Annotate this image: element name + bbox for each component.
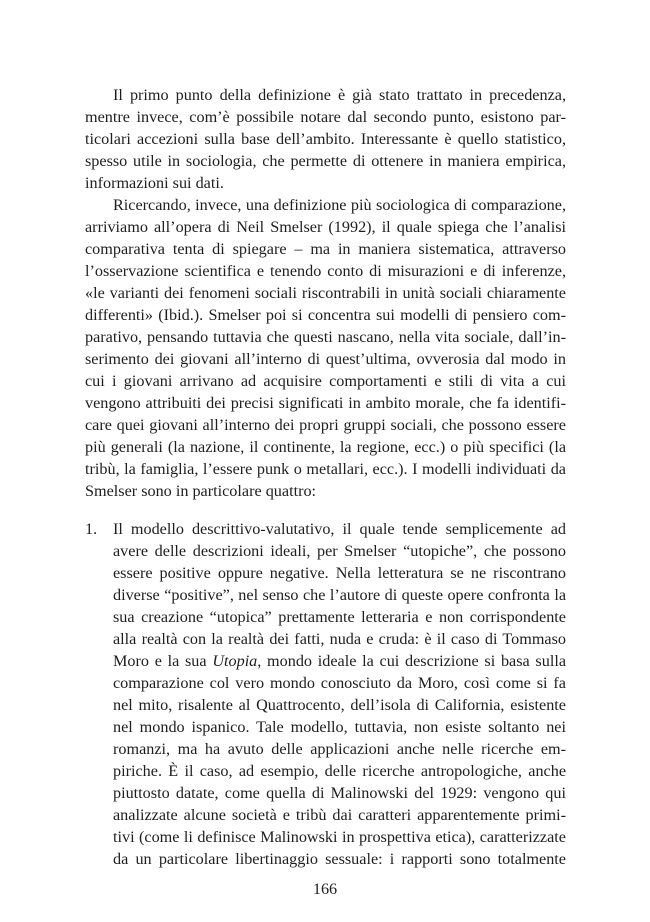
text-line: diverse “positive”, nel senso che l’autore di queste opere confronta la xyxy=(113,586,566,604)
text-line: essere positive oppure negative. Nella letteratura se ne riscontrano xyxy=(113,564,566,582)
text-line: alla realtà con la realtà dei fatti, nuda e cruda: è il caso di Tommaso xyxy=(113,630,566,648)
text-line: tribù, la famiglia, l’essere punk o metallari, ecc.). I modelli individuati da xyxy=(85,460,566,478)
text-segment: Moro e la sua xyxy=(113,652,213,670)
text-line: comparazione col vero mondo conosciuto da Moro, così come si fa xyxy=(113,674,566,692)
text-line: analizzate alcune società e tribù dai caratteri apparentemente primi- xyxy=(113,806,566,824)
text-line: serimento dei giovani all’interno di quest’ultima, ovverosia dal modo in xyxy=(85,350,566,368)
text-line: più generali (la nazione, il continente, la regione, ecc.) o più specifici (la xyxy=(85,438,566,456)
text-line: nel mito, risalente al Quattrocento, dell’isola di California, esistente xyxy=(113,696,566,714)
text-line: informazioni sui dati. xyxy=(85,174,224,192)
text-line: tivi (come li definisce Malinowski in prospettiva etica), caratterizzate xyxy=(113,828,566,846)
text-line xyxy=(113,650,566,672)
text-line: differenti» (Ibid.). Smelser poi si concentra sui modelli di pensiero com- xyxy=(85,306,566,324)
text-line: sua creazione “utopica” prettamente letteraria e non corrispondente xyxy=(113,608,566,626)
text-line: «le varianti dei fenomeni sociali riscontrabili in unità sociali chiaramente xyxy=(85,284,566,302)
text-line: comparativa tenta di spiegare – ma in maniera sistematica, attraverso xyxy=(85,240,566,258)
text-line: ticolari accezioni sulla base dell’ambito. Interessante è quello statistico, xyxy=(85,130,566,148)
text-line: piriche. È il caso, ad esempio, delle ricerche antropologiche, anche xyxy=(113,762,566,780)
text-line: l’osservazione scientifica e tenendo conto di misurazioni e di inferenze, xyxy=(85,262,566,280)
text-line: spesso utile in sociologia, che permette di ottenere in maniera empirica, xyxy=(85,152,566,170)
text-line: nel mondo ispanico. Tale modello, tuttavia, non esiste soltanto nei xyxy=(113,718,566,736)
text-line: parativo, pensando tuttavia che questi nascano, nella vita sociale, dall’in- xyxy=(85,328,566,346)
text-segment: , mondo ideale la cui descrizione si basa sulla xyxy=(257,652,567,670)
text-line: Smelser sono in particolare quattro: xyxy=(85,482,317,500)
list-number: 1. xyxy=(85,520,98,538)
text-line: mentre invece, com’è possibile notare dal secondo punto, esistono par- xyxy=(85,108,566,126)
text-line: romanzi, ma ha avuto delle applicazioni anche nelle ricerche em- xyxy=(113,740,566,758)
text-line: vengono attribuiti dei precisi significati in ambito morale, che fa identifi- xyxy=(85,394,566,412)
book-title: Utopia xyxy=(212,652,258,670)
text-line: Il modello descrittivo-valutativo, il quale tende semplicemente ad xyxy=(113,520,566,538)
text-line: care quei giovani all’interno dei propri gruppi sociali, che possono essere xyxy=(85,416,566,434)
page-number: 166 xyxy=(312,880,338,898)
text-line: cui i giovani arrivano ad acquisire comportamenti e stili di vita a cui xyxy=(85,372,566,390)
text-line: piuttosto datate, come quella di Malinowski del 1929: vengono qui xyxy=(113,784,566,802)
text-line: arriviamo all’opera di Neil Smelser (1992), il quale spiega che l’analisi xyxy=(85,218,566,236)
text-line: avere delle descrizioni ideali, per Smelser “utopiche”, che possono xyxy=(113,542,566,560)
text-line: Il primo punto della definizione è già stato trattato in precedenza, xyxy=(113,86,566,104)
text-line: Ricercando, invece, una definizione più sociologica di comparazione, xyxy=(113,196,566,214)
text-line: da un particolare libertinaggio sessuale: i rapporti sono totalmente xyxy=(113,850,566,868)
